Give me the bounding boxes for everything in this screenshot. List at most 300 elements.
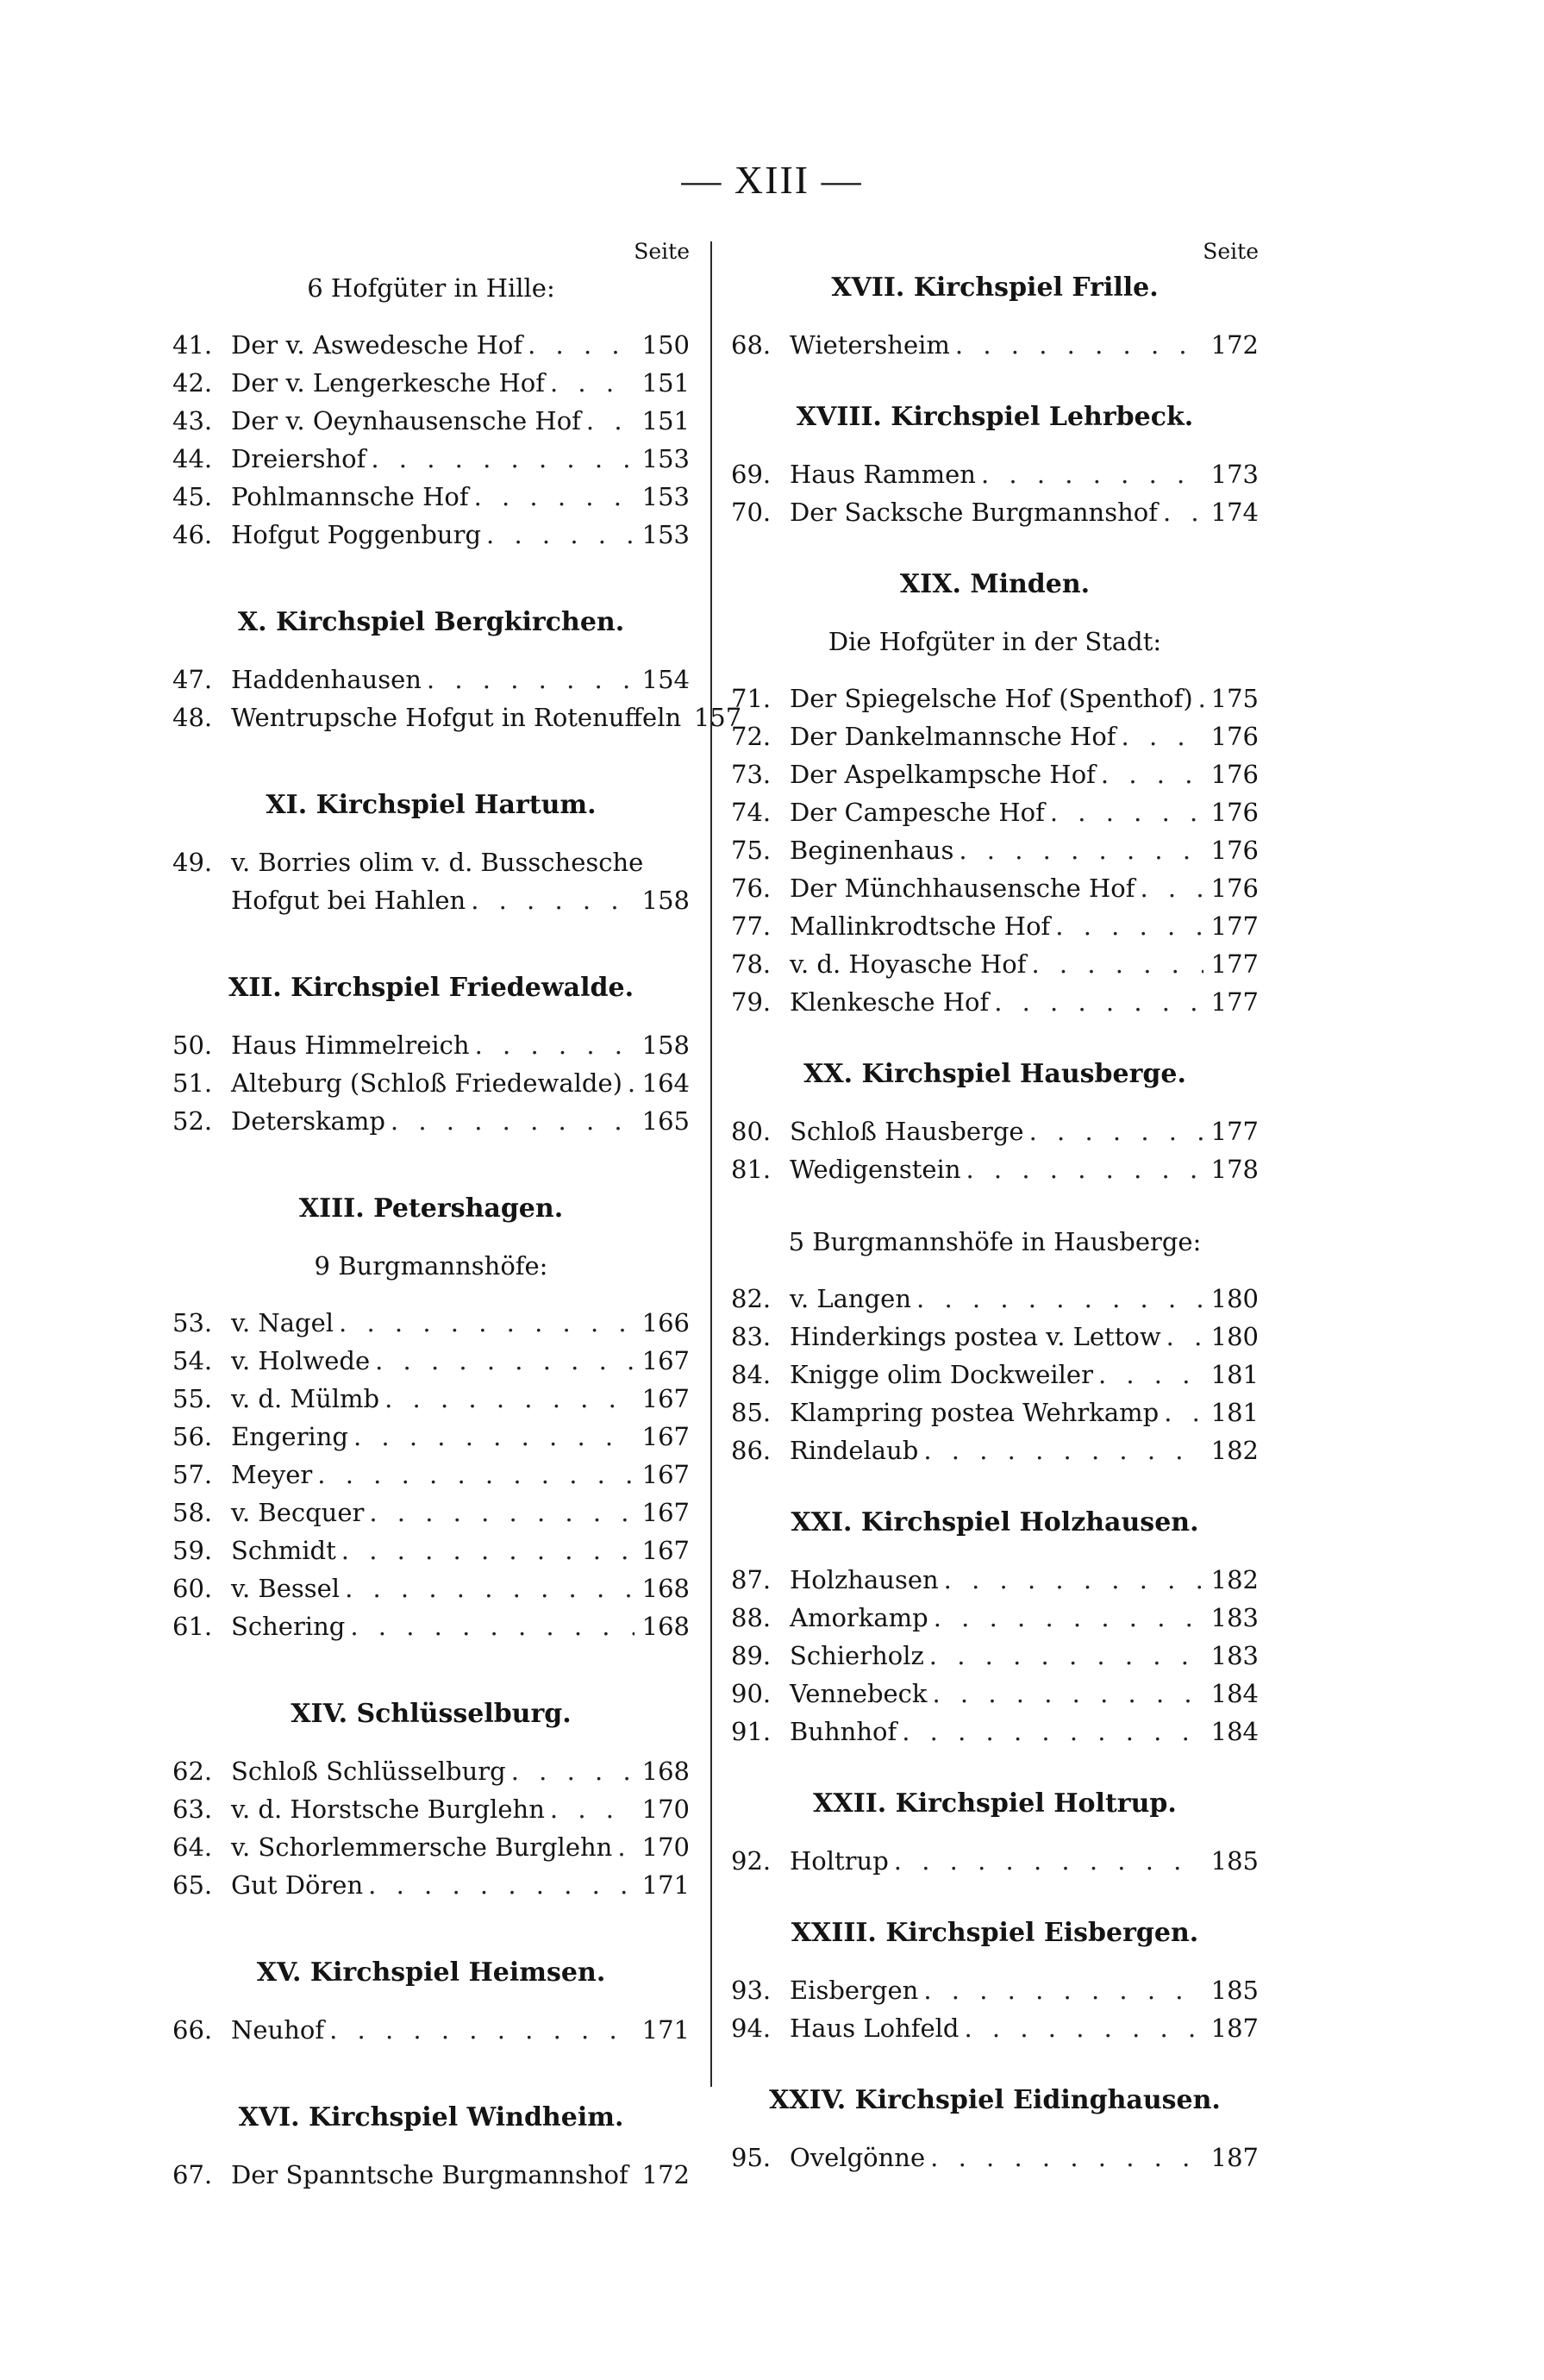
toc-entry [172, 2011, 690, 2049]
section-heading: X. Kirchspiel Bergkirchen. [237, 607, 625, 637]
entry-page: 168 [641, 1612, 690, 1641]
entry-number: 46. [172, 520, 213, 549]
entry-number: 54. [172, 1346, 213, 1375]
leader-dots [339, 1304, 634, 1342]
leader-dots [586, 402, 634, 440]
leader-dots [471, 881, 634, 919]
entry-title: v. Schorlemmersche Burglehn [231, 1832, 613, 1862]
leader-dots [353, 1418, 634, 1456]
leader-dots [341, 1531, 634, 1569]
toc-entry [172, 1102, 690, 1140]
entry-title: Der v. Aswedesche Hof [231, 330, 523, 360]
entry-number: 56. [172, 1422, 213, 1451]
toc-entry [731, 869, 1259, 907]
toc-entry [731, 907, 1259, 945]
entry-title: v. d. Mülmb [231, 1384, 380, 1413]
entry-page: 177 [1210, 949, 1259, 979]
entry-page: 187 [1210, 2014, 1259, 2043]
leader-dots [930, 2139, 1203, 2176]
entry-title: Gut Dören [231, 1870, 364, 1900]
left-column [172, 235, 742, 2194]
leader-dots [965, 2009, 1204, 2047]
entry-title: Rindelaub [790, 1436, 919, 1465]
entry-page: 173 [1210, 460, 1259, 489]
entry-title: Haus Himmelreich [231, 1030, 470, 1060]
entry-page: 167 [641, 1498, 690, 1527]
entry-page: 181 [1210, 1360, 1259, 1389]
entry-number: 72. [731, 722, 772, 751]
entry-title: Der Sacksche Burgmannshof [790, 498, 1158, 527]
toc-entry [172, 1531, 690, 1569]
entry-page: 168 [641, 1574, 690, 1603]
entry-title: Der Spanntsche Burgmannshof [231, 2160, 628, 2189]
entry-number: 78. [731, 949, 772, 979]
toc-entry [731, 455, 1259, 493]
entry-title: Der Campesche Hof [790, 798, 1045, 827]
toc-entry [731, 2009, 1259, 2047]
leader-dots [916, 1280, 1203, 1318]
toc-entry [172, 364, 690, 402]
entry-page: 151 [641, 406, 690, 435]
leader-dots [981, 455, 1203, 493]
section-heading: XX. Kirchspiel Hausberge. [803, 1059, 1186, 1089]
toc-entry [172, 1026, 690, 1064]
entry-number: 74. [731, 798, 772, 827]
entry-number: 58. [172, 1498, 213, 1527]
toc-entry [172, 1456, 690, 1494]
leader-dots [923, 1431, 1203, 1469]
toc-entry [731, 2139, 1259, 2176]
entry-page: 187 [1210, 2143, 1259, 2172]
toc-entry [731, 1112, 1259, 1150]
leader-dots [1198, 680, 1203, 717]
entry-title: Klenkesche Hof [790, 987, 990, 1017]
toc-entry [172, 326, 690, 364]
entry-page: 171 [641, 1870, 690, 1900]
leader-dots [1098, 1356, 1203, 1394]
entry-title: Der Spiegelsche Hof (Spenthof) [790, 684, 1193, 713]
toc-entry [172, 843, 690, 881]
toc-entry [731, 945, 1259, 983]
entry-title: Ovelgönne [790, 2143, 926, 2172]
entry-title: Alteburg (Schloß Friedewalde) [231, 1068, 622, 1098]
entry-number: 77. [731, 911, 772, 941]
entry-title: Der Aspelkampsche Hof [790, 760, 1096, 789]
leader-dots [1050, 793, 1203, 831]
section-heading: XIII. Petershagen. [298, 1193, 564, 1224]
entry-number: 51. [172, 1068, 213, 1098]
entry-page: 167 [641, 1384, 690, 1413]
toc-entry [172, 1494, 690, 1531]
entry-number: 80. [731, 1117, 772, 1146]
entry-number: 57. [172, 1460, 213, 1489]
entry-title: Meyer [231, 1460, 313, 1489]
leader-dots [375, 1342, 634, 1380]
entry-number: 85. [731, 1398, 772, 1427]
leader-dots [486, 516, 634, 554]
entry-number: 91. [731, 1717, 772, 1746]
entry-page: 175 [1210, 684, 1259, 713]
entry-page: 176 [1210, 722, 1259, 751]
section-heading: XVI. Kirchspiel Windheim. [238, 2102, 624, 2133]
leader-dots [511, 1752, 634, 1790]
entry-number: 48. [172, 703, 213, 732]
entry-title: Mallinkrodtsche Hof [790, 911, 1051, 941]
toc-entry [172, 1304, 690, 1342]
entry-page: 174 [1210, 498, 1259, 527]
toc-entry [172, 1380, 690, 1418]
leader-dots [1055, 907, 1203, 945]
entry-number: 43. [172, 406, 213, 435]
entry-number: 67. [172, 2160, 213, 2189]
entry-page: 177 [1210, 1117, 1259, 1146]
entry-number: 83. [731, 1322, 772, 1351]
toc-entry [172, 1828, 690, 1866]
leader-dots [369, 1494, 634, 1531]
entry-page: 183 [1210, 1641, 1259, 1670]
entry-title: Schmidt [231, 1536, 336, 1565]
toc-entry [172, 1790, 690, 1828]
entry-number: 71. [731, 684, 772, 713]
leader-dots [628, 1064, 634, 1102]
entry-number: 94. [731, 2014, 772, 2043]
entry-page: 178 [1210, 1155, 1259, 1184]
entry-number: 92. [731, 1846, 772, 1876]
leader-dots [933, 1675, 1204, 1713]
entry-number: 63. [172, 1794, 213, 1824]
entry-title: Der Münchhausensche Hof [790, 874, 1135, 903]
entry-title: Hofgut Poggenburg [231, 520, 482, 549]
entry-number: 60. [172, 1574, 213, 1603]
entry-page: 185 [1210, 1846, 1259, 1876]
entry-page: 176 [1210, 874, 1259, 903]
section-subheading: 9 Burgmannshöfe: [314, 1251, 548, 1281]
leader-dots [474, 478, 634, 516]
entry-title: v. Becquer [231, 1498, 365, 1527]
section-subheading: Die Hofgüter in der Stadt: [828, 627, 1162, 656]
entry-title: Eisbergen [790, 1976, 919, 2005]
toc-entry [172, 516, 690, 554]
page-title: — XIII — [681, 158, 863, 202]
entry-number: 79. [731, 987, 772, 1017]
leader-dots [1031, 945, 1203, 983]
section-heading: XII. Kirchspiel Friedewalde. [228, 973, 634, 1003]
entry-page: 151 [641, 368, 690, 398]
entry-number: 65. [172, 1870, 213, 1900]
leader-dots [368, 1866, 634, 1904]
entry-number: 81. [731, 1155, 772, 1184]
leader-dots [929, 1637, 1203, 1675]
entry-page: 182 [1210, 1565, 1259, 1594]
toc-entry [731, 1356, 1259, 1394]
entry-title: Schierholz [790, 1641, 924, 1670]
entry-page: 184 [1210, 1717, 1259, 1746]
toc-entry [731, 831, 1259, 869]
toc-entry [731, 493, 1259, 531]
leader-dots [1163, 493, 1203, 531]
leader-dots [550, 1790, 634, 1828]
section-heading: XXI. Kirchspiel Holzhausen. [791, 1507, 1199, 1538]
entry-number: 75. [731, 836, 772, 865]
entry-page: 157 [693, 703, 742, 732]
toc-entry [731, 717, 1259, 755]
column-divider [710, 241, 712, 2087]
entry-title: Der v. Oeynhausensche Hof [231, 406, 581, 435]
entry-page: 180 [1210, 1322, 1259, 1351]
leader-dots [329, 2011, 634, 2049]
entry-page: 168 [641, 1757, 690, 1786]
leader-dots [923, 1971, 1203, 2009]
toc-entry [731, 793, 1259, 831]
entry-page: 176 [1210, 836, 1259, 865]
leader-dots [1166, 1318, 1203, 1356]
section-heading: XXIII. Kirchspiel Eisbergen. [791, 1918, 1199, 1948]
toc-entry [731, 1394, 1259, 1431]
entry-page: 185 [1210, 1976, 1259, 2005]
entry-page: 167 [641, 1536, 690, 1565]
entry-number: 44. [172, 444, 213, 473]
right-column [731, 235, 1259, 2176]
entry-page: 153 [641, 520, 690, 549]
section-heading: XV. Kirchspiel Heimsen. [256, 1957, 606, 1988]
seite-label: Seite [1203, 239, 1259, 264]
entry-page: 171 [641, 2015, 690, 2045]
leader-dots [1101, 755, 1203, 793]
leader-dots [1122, 717, 1203, 755]
entry-page: 176 [1210, 760, 1259, 789]
toc-entry [172, 1607, 690, 1645]
entry-page: 164 [641, 1068, 690, 1098]
entry-number: 73. [731, 760, 772, 789]
entry-page: 167 [641, 1460, 690, 1489]
entry-title: Der v. Lengerkesche Hof [231, 368, 545, 398]
entry-number: 52. [172, 1106, 213, 1136]
leader-dots [894, 1842, 1203, 1880]
toc-entry [172, 1866, 690, 1904]
entry-title: Engering [231, 1422, 348, 1451]
entry-page: 180 [1210, 1284, 1259, 1313]
toc-entry [172, 698, 742, 736]
toc-entry [172, 1342, 690, 1380]
entry-page: 153 [641, 444, 690, 473]
toc-entry [172, 1569, 690, 1607]
toc-entry [731, 1637, 1259, 1675]
entry-page: 167 [641, 1346, 690, 1375]
section-heading: XI. Kirchspiel Hartum. [266, 790, 597, 820]
entry-title: Klampring postea Wehrkamp [790, 1398, 1160, 1427]
entry-page: 172 [1210, 330, 1259, 360]
leader-dots [475, 1026, 634, 1064]
toc-entry [731, 1842, 1259, 1880]
entry-title: Pohlmannsche Hof [231, 482, 469, 511]
entry-title: Amorkamp [790, 1603, 928, 1632]
entry-title: v. Bessel [231, 1574, 341, 1603]
section-heading: XXIV. Kirchspiel Eidinghausen. [769, 2085, 1221, 2115]
entry-number: 49. [172, 848, 213, 877]
entry-number: 68. [731, 330, 772, 360]
leader-dots [317, 1456, 634, 1494]
entry-number: 93. [731, 1976, 772, 2005]
section-heading: XIX. Minden. [899, 569, 1091, 599]
entry-title: Deterskamp [231, 1106, 385, 1136]
toc-entry [172, 2156, 690, 2194]
toc-entry [731, 755, 1259, 793]
section-heading: XIV. Schlüsselburg. [291, 1699, 572, 1729]
entry-number: 69. [731, 460, 772, 489]
entry-number: 64. [172, 1832, 213, 1862]
entry-title: Holtrup [790, 1846, 889, 1876]
entry-number: 84. [731, 1360, 772, 1389]
entry-page: 182 [1210, 1436, 1259, 1465]
entry-number: 42. [172, 368, 213, 398]
entry-number: 53. [172, 1308, 213, 1337]
entry-title: Vennebeck [790, 1679, 928, 1708]
entry-title: Der Dankelmannsche Hof [790, 722, 1116, 751]
leader-dots [955, 326, 1203, 364]
toc-entry [731, 1713, 1259, 1751]
leader-dots [384, 1380, 634, 1418]
leader-dots [966, 1150, 1204, 1188]
section-heading: XVII. Kirchspiel Frille. [831, 272, 1159, 303]
entry-page: 165 [641, 1106, 690, 1136]
entry-number: 76. [731, 874, 772, 903]
leader-dots [550, 364, 634, 402]
entry-number: 70. [731, 498, 772, 527]
entry-title: Buhnhof [790, 1717, 897, 1746]
entry-number: 82. [731, 1284, 772, 1313]
leader-dots [959, 831, 1203, 869]
leader-dots [1029, 1112, 1203, 1150]
entry-page: 150 [641, 330, 690, 360]
entry-number: 90. [731, 1679, 772, 1708]
entry-number: 89. [731, 1641, 772, 1670]
entry-title: Holzhausen [790, 1565, 939, 1594]
entry-number: 50. [172, 1030, 213, 1060]
entry-number: 41. [172, 330, 213, 360]
section-heading: XVIII. Kirchspiel Lehrbeck. [796, 402, 1194, 432]
leader-dots [427, 661, 634, 698]
entry-page: 158 [641, 1030, 690, 1060]
entry-title: Knigge olim Dockweiler [790, 1360, 1093, 1389]
entry-page: 154 [641, 665, 690, 694]
entry-page: 184 [1210, 1679, 1259, 1708]
entry-page: 181 [1210, 1398, 1259, 1427]
entry-page: 172 [641, 2160, 690, 2189]
entry-title: Hofgut bei Hahlen [231, 886, 466, 915]
entry-number: 95. [731, 2143, 772, 2172]
entry-title: v. Langen [790, 1284, 912, 1313]
entry-page: 177 [1210, 911, 1259, 941]
entry-number: 59. [172, 1536, 213, 1565]
toc-entry [731, 1971, 1259, 2009]
toc-entry [731, 326, 1259, 364]
leader-dots [994, 983, 1203, 1021]
entry-title: Schloß Hausberge [790, 1117, 1024, 1146]
entry-title: Hinderkings postea v. Lettow [790, 1322, 1161, 1351]
entry-title: Schloß Schlüsselburg [231, 1757, 506, 1786]
entry-title: Beginenhaus [790, 836, 954, 865]
entry-page: 183 [1210, 1603, 1259, 1632]
section-heading: XXII. Kirchspiel Holtrup. [813, 1788, 1177, 1819]
leader-dots [371, 440, 634, 478]
toc-entry [172, 1064, 690, 1102]
toc-entry [731, 680, 1259, 717]
section-subheading: 5 Burgmannshöfe in Hausberge: [788, 1227, 1202, 1256]
leader-dots [944, 1561, 1203, 1599]
toc-entry [731, 1318, 1259, 1356]
entry-number: 86. [731, 1436, 772, 1465]
toc-entry [731, 1599, 1259, 1637]
entry-title: Wietersheim [790, 330, 950, 360]
entry-number: 47. [172, 665, 213, 694]
seite-label: Seite [634, 239, 690, 264]
toc-entry [731, 1675, 1259, 1713]
entry-title: Dreiershof [231, 444, 366, 473]
toc-entry [731, 1150, 1259, 1188]
entry-title: Haddenhausen [231, 665, 422, 694]
toc-entry [731, 1431, 1259, 1469]
leader-dots [528, 326, 634, 364]
toc-entry [172, 1418, 690, 1456]
entry-title: Neuhof [231, 2015, 325, 2045]
toc-entry-continued [172, 881, 690, 919]
entry-page: 170 [641, 1832, 690, 1862]
leader-dots [934, 1599, 1203, 1637]
entry-title: v. Nagel [231, 1308, 334, 1337]
leader-dots [617, 1828, 634, 1866]
entry-number: 55. [172, 1384, 213, 1413]
leader-dots [1141, 869, 1204, 907]
entry-title: Haus Rammen [790, 460, 976, 489]
entry-number: 66. [172, 2015, 213, 2045]
toc-entry [731, 983, 1259, 1021]
entry-title: v. Borries olim v. d. Busschesche [231, 848, 644, 877]
entry-page: 153 [641, 482, 690, 511]
entry-page: 176 [1210, 798, 1259, 827]
entry-page: 167 [641, 1422, 690, 1451]
leader-dots [1164, 1394, 1203, 1431]
toc-entry [731, 1561, 1259, 1599]
leader-dots [391, 1102, 634, 1140]
toc-entry [172, 440, 690, 478]
entry-title: Wentrupsche Hofgut in Rotenuffeln [231, 703, 682, 732]
entry-number: 87. [731, 1565, 772, 1594]
entry-page: 158 [641, 886, 690, 915]
section-subheading: 6 Hofgüter in Hille: [307, 273, 555, 303]
toc-entry [172, 661, 690, 698]
entry-title: Schering [231, 1612, 346, 1641]
entry-page: 177 [1210, 987, 1259, 1017]
toc-entry [172, 402, 690, 440]
toc-entry [172, 1752, 690, 1790]
entry-number: 45. [172, 482, 213, 511]
entry-number: 62. [172, 1757, 213, 1786]
entry-title: v. Holwede [231, 1346, 371, 1375]
entry-title: v. d. Hoyasche Hof [790, 949, 1027, 979]
entry-number: 88. [731, 1603, 772, 1632]
leader-dots [345, 1569, 634, 1607]
toc-entry [731, 1280, 1259, 1318]
entry-title: v. d. Horstsche Burglehn [231, 1794, 545, 1824]
leader-dots [350, 1607, 634, 1645]
entry-page: 166 [641, 1308, 690, 1337]
entry-page: 170 [641, 1794, 690, 1824]
entry-title: Wedigenstein [790, 1155, 961, 1184]
entry-title: Haus Lohfeld [790, 2014, 960, 2043]
toc-entry [172, 478, 690, 516]
leader-dots [902, 1713, 1203, 1751]
entry-number: 61. [172, 1612, 213, 1641]
